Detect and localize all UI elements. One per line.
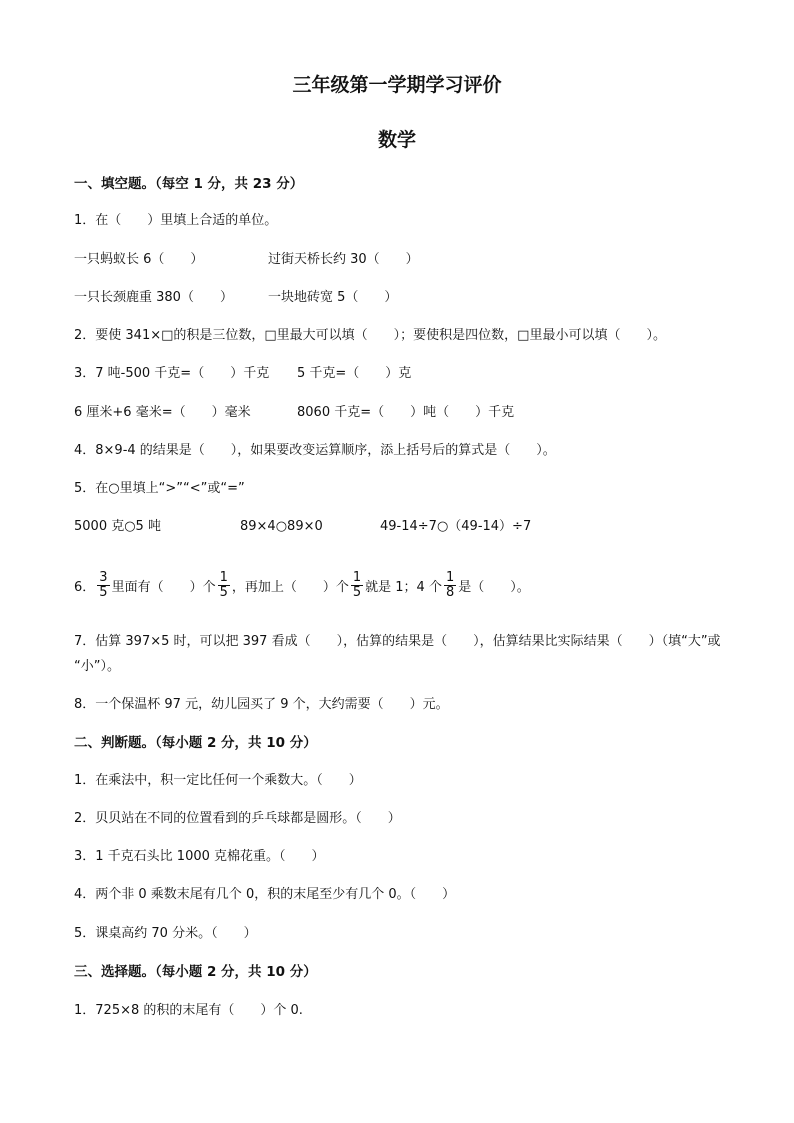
question-2-5: 5．课桌高约 70 分米。（ ）	[74, 926, 257, 941]
q6-text-1: 里面有（ ）个	[111, 579, 216, 595]
question-2-2: 2．贝贝站在不同的位置看到的乒乓球都是圆形。（ ）	[74, 811, 401, 826]
denominator: 5	[352, 584, 362, 600]
numerator: 1	[445, 569, 455, 585]
question-1-4: 4．8×9-4 的结果是（ ），如果要改变运算顺序，添上括号后的算式是（ ）。	[74, 443, 556, 458]
q6-text-2: ，再加上（ ）个	[231, 579, 349, 595]
question-1-3b: 5 千克=（ ）克	[297, 366, 412, 381]
question-1-5b: 89×4○89×0	[240, 519, 323, 534]
numerator: 3	[99, 569, 108, 585]
section-heading-multiple-choice: 三、选择题。（每小题 2 分，共 10 分）	[74, 964, 317, 980]
question-1-6	[74, 563, 530, 607]
fraction-1-5-a	[218, 571, 230, 600]
question-1-3a: 3．7 吨-500 千克=（ ）千克	[74, 366, 270, 381]
q6-text-4: 是（ ）。	[458, 579, 530, 595]
question-1-1: 1．在（ ）里填上合适的单位。	[74, 213, 278, 228]
question-3-1: 1．725×8 的积的末尾有（ ）个 0.	[74, 1003, 303, 1018]
subject-title: 数学	[377, 129, 416, 151]
fraction-1-5-b	[351, 571, 363, 600]
question-1-1a: 一只蚂蚁长 6（ ）	[74, 252, 204, 267]
denominator: 5	[219, 584, 228, 600]
section-heading-fill-in: 一、填空题。（每空 1 分，共 23 分）	[74, 176, 304, 192]
question-1-1c: 一只长颈鹿重 380（ ）	[74, 290, 233, 305]
question-2-1: 1．在乘法中，积一定比任何一个乘数大。（ ）	[74, 773, 362, 788]
question-1-7-line2: “小”）。	[74, 659, 120, 674]
fraction-1-8	[444, 571, 456, 600]
numerator: 1	[352, 569, 362, 585]
question-1-2: 2．要使 341×□的积是三位数，□里最大可以填（ ）；要使积是四位数，□里最小可以填（ ）。	[74, 328, 666, 343]
question-2-4: 4．两个非 0 乘数末尾有几个 0，积的末尾至少有几个 0。（ ）	[74, 887, 456, 902]
section-heading-true-false: 二、判断题。（每小题 2 分，共 10 分）	[74, 735, 317, 751]
question-1-3c: 6 厘米+6 毫米=（ ）毫米	[74, 405, 251, 420]
q6-prefix: 6．	[74, 579, 96, 595]
numerator: 1	[219, 569, 228, 585]
question-1-1b: 过街天桥长约 30（ ）	[268, 252, 419, 267]
question-1-7-line1: 7．估算 397×5 时，可以把 397 看成（ ），估算的结果是（ ），估算结果比实际结果（ ）（填“大”或	[74, 634, 721, 649]
question-1-1d: 一块地砖宽 5（ ）	[268, 290, 398, 305]
denominator: 5	[99, 584, 108, 600]
question-1-8: 8．一个保温杯 97 元，幼儿园买了 9 个，大约需要（ ）元。	[74, 697, 449, 712]
denominator: 8	[445, 584, 455, 600]
page-title: 三年级第一学期学习评价	[292, 74, 502, 96]
question-1-5c: 49-14÷7○（49-14）÷7	[380, 519, 532, 534]
question-1-5: 5．在○里填上“>”“<”或“=”	[74, 481, 245, 496]
question-1-3d: 8060 千克=（ ）吨（ ）千克	[297, 405, 515, 420]
q6-text-3: 就是 1；4 个	[365, 579, 442, 595]
question-1-5a: 5000 克○5 吨	[74, 519, 161, 534]
question-2-3: 3．1 千克石头比 1000 克棉花重。（ ）	[74, 849, 325, 864]
fraction-3-5	[97, 571, 109, 600]
